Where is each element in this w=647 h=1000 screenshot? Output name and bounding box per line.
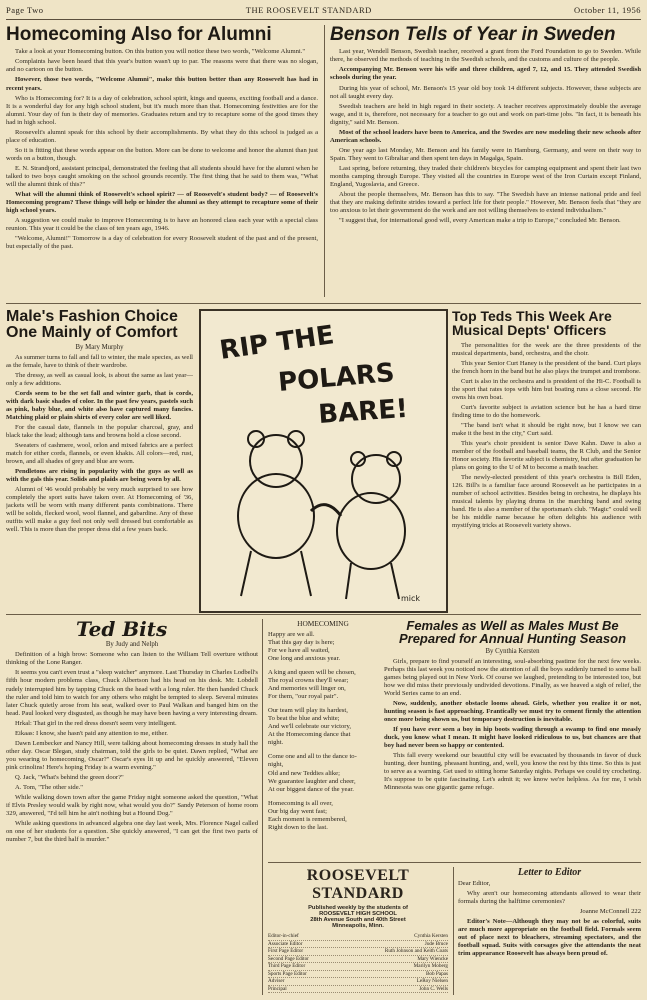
homecoming-para: Who is Homecoming for? It is a day of celebration, school spirit, kings and queens, exciting football and a dance. It is a wonderful day for any high school student, but it's much more than that. Homecoming festivities are for the alumni. Your day of fun is their day of memories. Graduates return and try to recapture some of the good times they had in high school.: [6, 94, 318, 126]
staff-role: Second Page Editor: [268, 955, 309, 962]
cartoon-caption-line1: RIP THE: [217, 320, 336, 366]
fashion-para: Pendletons are rising in popularity with the guys as well as with the gals this year. Solids and plaids are being worn by all.: [6, 468, 193, 484]
poem-stanza: [268, 800, 378, 832]
poem-line: To beat the blue and white;: [268, 715, 340, 723]
staff-role: Editor-in-chief: [268, 933, 299, 939]
cartoon-caption-line2: POLARS: [276, 357, 396, 398]
cartoon: [199, 309, 448, 613]
poem-line: Come one and all to the dance to-: [268, 753, 357, 761]
cartoon-caption-line3: BARE!: [317, 393, 409, 430]
poem-line: Happy are we all.: [268, 631, 315, 639]
newspaper-page: [6, 5, 641, 995]
hunting-byline: By Cynthia Kersten: [485, 647, 540, 655]
homecoming-para: E. N. Strandjord, assistant principal, demonstrated the feeling that all students should have for the alumni when he talked to two boys caught smoking on the school grounds recently. The first thing that he said to them was, "What will the alumni think of this?": [6, 164, 318, 188]
fashion-para: The dressy, as well as casual look, is about the same as last year—only a few additions.: [6, 371, 193, 387]
homecoming-para: Roosevelt's alumni speak for this school by their accomplishments. By what they do this school is judged as a place of education.: [6, 128, 318, 144]
benson-para: Swedish teachers are held in high regard in their society. A teacher receives approximately double the average wage, and it is, therefore, not necessary for a teacher to go out and work on part-time jobs. "In fact, it is beneath his dignity," said Mr. Benson.: [330, 102, 641, 126]
tedbits-para: While walking down town after the game Friday night someone asked the question, "What if Elvis Presley would walk by right now, what would you do?" Sandy Peterson of home room 329, answered, "I'd tell him he ain't nothing but a Hound Dog.": [6, 793, 258, 817]
staff-name: Mary Wiencke: [417, 955, 448, 962]
tedbits-para: While asking questions in advanced algebra one day last week, Mrs. Florence Nagel called on one of her students for a question. She quickly answered, "I can get the first two parts of number 7, but the third half is murder.": [6, 819, 258, 844]
benson-headline: Benson Tells of Year in Sweden: [330, 25, 616, 45]
hunting-headline: Females as Well as Males Must Be Prepared for Annual Hunting Season: [398, 619, 627, 647]
poem-line: For we have all waited,: [268, 647, 330, 655]
homecoming-para: Take a look at your Homecoming button. On this button you will notice these two words, "Welcome Alumni.": [15, 48, 306, 56]
poem-line: Old and new Teddies alike;: [268, 769, 340, 777]
poem-line: A king and queen will be chosen,: [268, 669, 356, 677]
hunting-para: Girls, prepare to find yourself an interesting, soul-absorbing pastime for the next few weeks. Perhaps this last week you noticed now the attention of all the boys suddenly turned to some ball games being played out in New York. Of course we laughed, pretending to be interested too, but how we did miss their previously undivided devotions. Finally, as we heaved a sigh of relief, the World Series came to an end.: [384, 657, 641, 697]
homecoming-para: What will the alumni think of Roosevelt's school spirit? — of Roosevelt's student body? — of Roosevelt's Homecoming program? These things will help or hinder the alumni as they attempt to recapture some of their high school years.: [6, 190, 318, 214]
tedbits-para: A. Tom, "The other side.": [15, 783, 83, 791]
letter-body: Why aren't our homecoming attendants allowed to wear their formals during the halftime ceremonies?: [458, 890, 641, 906]
nameplate-sub3: 28th Avenue South and 40th Street: [310, 917, 406, 923]
topteds-para: Curt is also in the orchestra and is president of the Hi-C. Football is the sport that rates tops with him but boating runs a close second. He owns his own boat.: [452, 377, 641, 401]
tedbits-para: Dawn Lembecker and Nancy Hill, were talking about homecoming dresses in study hall the other day. Oscar Blegan, study chairman, told the girls to be quiet. Dawn replied, "What are you wearing to homecoming, Oscar?" Oscar's eyes lit up and he quickly answered, "Eleven pink crinolins! Here's hoping Friday is a warm evening.": [6, 739, 258, 771]
fashion-para: As summer turns to fall and fall to winter, the male species, as well as the female, have to think of their wardrobe.: [6, 353, 193, 369]
benson-para: About the people themselves, Mr. Benson has this to say. "The Swedish have an intense national pride and feel that they are making definite strides toward a perfect life for their people." However, Mr. Benson feels that "they are too anxious to let their government do the work and are not willing themselves to extend individualism.": [330, 190, 641, 214]
tedbits-para: Q. Jack, "What's behind the green door?": [15, 773, 124, 781]
staff-row: [268, 948, 448, 956]
column-rule: [324, 25, 325, 297]
letter-signature: Joanne McConnell 222: [579, 908, 641, 916]
topteds-para: The personalities for the week are the three presidents of the musical departments, band, orchestra, and the choir.: [452, 341, 641, 357]
tedbits-para: Definition of a high brow: Someone who can listen to the William Tell overture without thinking of the Lone Ranger.: [6, 651, 258, 667]
staff-row: [268, 963, 448, 971]
staff-role: First Page Editor: [268, 948, 304, 954]
staff-name: Ruth Johnson and Keith Coats: [384, 948, 448, 954]
homecoming-para: However, those two words, "Welcome Alumni", make this button better than any Roosevelt has had in recent years.: [6, 76, 318, 92]
topteds-headline: Top Teds This Week Are Musical Depts' Officers: [452, 309, 612, 339]
staff-name: Marilyn Moberg: [413, 963, 448, 969]
hunting-para: Now, suddenly, another obstacle looms ahead. Girls, whether you realize it or not, hunting season is fast approaching. Frantically we must try to cement firmly the attention once more being shown us, but temporary destruction is inevitable.: [384, 699, 641, 723]
hunting-article: [384, 619, 641, 859]
staff-row: [268, 971, 448, 979]
staff-row: [268, 986, 448, 994]
page-number: Page Two: [6, 5, 44, 15]
staff-row: [268, 941, 448, 949]
benson-article: [330, 25, 641, 300]
nameplate-sub2: ROOSEVELT HIGH SCHOOL: [319, 911, 397, 917]
poem-stanza: [268, 753, 378, 793]
staff-name: LeRoy Nielsen: [416, 978, 448, 984]
fashion-para: Sweaters of cashmere, wool, orlon and mixed fabrics are a perfect match for either cords, flannels, or even khakis. All colors—red, rust, brown, and all shades of grey and blue are worn.: [6, 441, 193, 465]
topteds-para: "The band isn't what it should be right now, but I know we can make it the best in the city," Curt said.: [452, 421, 641, 437]
topteds-para: The newly-elected president of this year's orchestra is Bill Eden, 126. Bill's is a familiar face around Roosevelt as he participates in a number of school activities. Besides being in orchestra, he displays his musical talents by playing drums in the marching band and swing band. He is also a member of the sportsman's club. "Magic" could well be his middle name because he often delights his audience with mystifying tricks at Roosevelt variety shows.: [452, 474, 641, 530]
poem-line: night.: [268, 739, 284, 747]
fashion-article: [6, 309, 193, 609]
benson-para: Last spring, before returning, they traded their children's bicycles for camping equipment and spent their last two months camping through Europe. They visited all the countries in Europe west of the Iron Curtain except Finland, England, Yugoslavia, and Greece.: [330, 164, 641, 188]
fashion-para: Alumni of '46 would probably be very much surprised to see how completely the sport suits have taken over. At Homecoming of '36, jackets will be worn with many different pants combinations. There will be solids, flecked wool, wool flannel, and gabardine. Any of these outfits will make a guy feel not only well dressed but comfortable as well. This is more than the proper dress did a few years back.: [6, 486, 193, 534]
tedbits-headline: Ted Bits: [76, 619, 168, 641]
staff-box: [268, 933, 448, 993]
paper-name: THE ROOSEVELT STANDARD: [245, 5, 372, 15]
staff-row: [268, 978, 448, 986]
fashion-para: For the casual date, flannels in the popular charcoal, gray, and black take the lead; although tans and browns hold a close second.: [6, 423, 193, 439]
staff-row: [268, 933, 448, 941]
nameplate-sub4: Minneapolis, Minn.: [332, 923, 384, 929]
poem-line: We guarantee laughter and cheer,: [268, 777, 356, 785]
fashion-headline: Male's Fashion Choice One Mainly of Comfort: [6, 309, 178, 342]
staff-role: Associate Editor: [268, 940, 303, 947]
cartoon-drawing: [201, 311, 446, 611]
poem-line: That this gay day is here;: [268, 639, 335, 647]
poem-stanza: [268, 631, 378, 663]
benson-para: Last year, Wendell Benson, Swedish teacher, received a grant from the Ford Foundation to go to Sweden. While there, he observed the methods of teaching in the Swedish schools, and the customs and culture of the people.: [330, 48, 641, 64]
homecoming-headline: Homecoming Also for Alumni: [6, 25, 272, 45]
staff-name: Jude Bruce: [424, 940, 448, 947]
hunting-para: If you have ever seen a boy in hip boots wading through a swamp to find one measly duck, you know what I mean. It might have looked ridiculous to us, but chances are that boy had never been so happy or contented.: [384, 725, 641, 749]
homecoming-para: So it is fitting that these words appear on the button. More can be done to welcome and honor the alumni than just words on a button, though.: [6, 146, 318, 162]
nameplate-box: [268, 867, 448, 995]
homecoming-para: Complaints have been heard that this year's button wasn't up to par. The reasons were that there was no slogan, and no cartoon on the button.: [6, 58, 318, 74]
poem-line: Right down to the last.: [268, 823, 328, 831]
issue-date: October 11, 1956: [574, 5, 641, 15]
staff-role: Adviser: [268, 978, 285, 984]
letter-to-editor: [458, 867, 641, 995]
benson-para: Most of the school leaders have been to America, and the Swedes are now modeling their new schools after American schools.: [330, 128, 641, 144]
column-rule: [262, 619, 263, 995]
poem-line: Each moment is remembered,: [268, 815, 347, 823]
benson-para: During his year of school, Mr. Benson's 15 year old boy took 14 different subjects. However, these subjects are not all taught every day.: [330, 84, 641, 100]
staff-name: Bob Papas: [425, 970, 448, 977]
topteds-para: This year's choir president is senior Dave Kahn. Dave is also a member of the football and baseball teams, the R Club, and the Senior Honor society. His favorite subject is chemistry, but after graduation he plans on going to the U of M to become a math teacher.: [452, 439, 641, 471]
staff-row: [268, 956, 448, 964]
poem-line: At the Homecoming dance that: [268, 731, 351, 739]
poem-title: HOMECOMING: [297, 619, 349, 628]
topteds-para: Curt's favorite subject is aviation science but he has a hard time finding time to do the homework.: [452, 403, 641, 419]
homecoming-para: "Welcome, Alumni!" Tomorrow is a day of celebration for every Roosevelt student of the past and of the present, but especially of the past.: [6, 235, 318, 251]
staff-role: Third Page Editor: [268, 963, 306, 969]
bear-left-icon: [238, 431, 314, 596]
staff-name: John C. Wells: [419, 985, 448, 992]
page-header: [6, 5, 641, 20]
section-rule: [268, 862, 641, 863]
staff-name: Cynthia Kersten: [414, 933, 448, 939]
poem-line: And we'll celebrate our victory,: [268, 723, 351, 731]
fashion-para: Cords seem to be the set fall and winter garb, that is cords, with dark basic shades of color. In the past few years, pastels such as pink, baby blue, and white also have captured many fancies. Matching plaid or plain shirts of every color are well liked.: [6, 389, 193, 421]
homecoming-para: A suggestion we could make to improve Homecoming is to have an honored class each year with a special class reunion. This year it could be the class of ten years ago, 1946.: [6, 216, 318, 232]
poem-stanza: [268, 669, 378, 701]
cartoonist-signature: mick: [401, 594, 421, 603]
nameplate-sub1: Published weekly by the students of: [308, 905, 408, 911]
scuffle-lines-icon: [311, 505, 341, 516]
staff-role: Sports Page Editor: [268, 970, 307, 977]
tedbits-para: It seems you can't even trust a "sleep watcher" anymore. Last Thursday in Charles Lodbell's fifth hour modern problems class, Chuck Albertson had his head on his desk. Mr. Lobdell rudely interrupted him by tapping Chuck on the head with a long ruler. He then handed Chuck the ruler and told him to watch for any others who might be tempted to sleep. Several minutes later Chuck quietly arose from his seat, walked over to Paul Walkan and banged him on the head. Paul looked very disgusted, as though he may have been having a very interesting dream.: [6, 669, 258, 717]
poem-line: Our big day went fast;: [268, 807, 327, 815]
poem-line: At our biggest dance of the year.: [268, 785, 354, 793]
poem-stanza: [268, 707, 378, 747]
topteds-para: This year Senior Curt Haney is the president of the band. Curt plays the french horn in the band but he also plays the trumpet and trombone.: [452, 359, 641, 375]
editor-note: Editor's Note—Although they may not be as colorful, suits are much more appropriate on the football field. Formals seem out of place next to bleachers, streaming spectators, and the football squad. Suits with corsages give the attendants the neat trim appearance Roosevelt has always been proud of.: [458, 918, 641, 958]
letter-headline: Letter to Editor: [517, 867, 582, 878]
poem-line: For them, "our royal pair".: [268, 693, 339, 701]
benson-body: [330, 48, 641, 225]
benson-para: One year ago last Monday, Mr. Benson and his family were in Hamburg, Germany, and were on their way to Spain. They went to Gibraltar and then spent ten days in Magalga, Spain.: [330, 146, 641, 162]
fashion-byline: By Mary Murphy: [75, 343, 124, 351]
poem-line: The royal crowns they'll wear;: [268, 677, 349, 685]
tedbits-para: Hrkal: That girl in the red dress doesn't seem very intelligent.: [15, 719, 177, 727]
nameplate-title: ROOSEVELT STANDARD: [306, 867, 410, 902]
column-rule: [453, 867, 454, 995]
section-rule: [6, 614, 641, 615]
staff-role: Principal: [268, 985, 287, 992]
hunting-para: This fall every weekend our beautiful city will be evacuated by thousands in favor of duck hunting, deer hunting, pheasant hunting, and, well, you know the rest by this time. So this is just to serve as a warning. Get used to sitting home Saturday nights. Perhaps we could try crocheting. It's suppose to be quite fascinating. Let's admit it; we know we're helpless. As for me, I wish Minnesota was one gigantic game refuge.: [384, 751, 641, 791]
letter-salutation: Dear Editor,: [458, 880, 491, 887]
topteds-article: [452, 309, 641, 609]
poem-line: night,: [268, 761, 284, 769]
tedbits-para: Eikaas: I know, she hasn't paid any attention to me, either.: [15, 729, 168, 737]
poem-line: Homecoming is all over,: [268, 799, 333, 807]
poem-line: One long and anxious year.: [268, 655, 340, 663]
bear-right-icon: [337, 452, 405, 599]
poem-line: Our team will play its hardest,: [268, 707, 348, 715]
section-rule: [6, 303, 641, 304]
homecoming-body: [6, 48, 318, 251]
benson-para: "I suggest that, for international good will, every American make a trip to Europe," concluded Mr. Benson.: [339, 216, 621, 224]
tedbits-column: [6, 619, 258, 995]
homecoming-editorial: [6, 25, 318, 300]
poem-line: And memories will linger on,: [268, 685, 346, 693]
benson-para: Accompanying Mr. Benson were his wife and three children, aged 7, 12, and 15. They attended Swedish schools during the year.: [330, 66, 641, 82]
tedbits-byline: By Judy and Nelph: [105, 641, 159, 649]
homecoming-poem: [268, 619, 378, 859]
